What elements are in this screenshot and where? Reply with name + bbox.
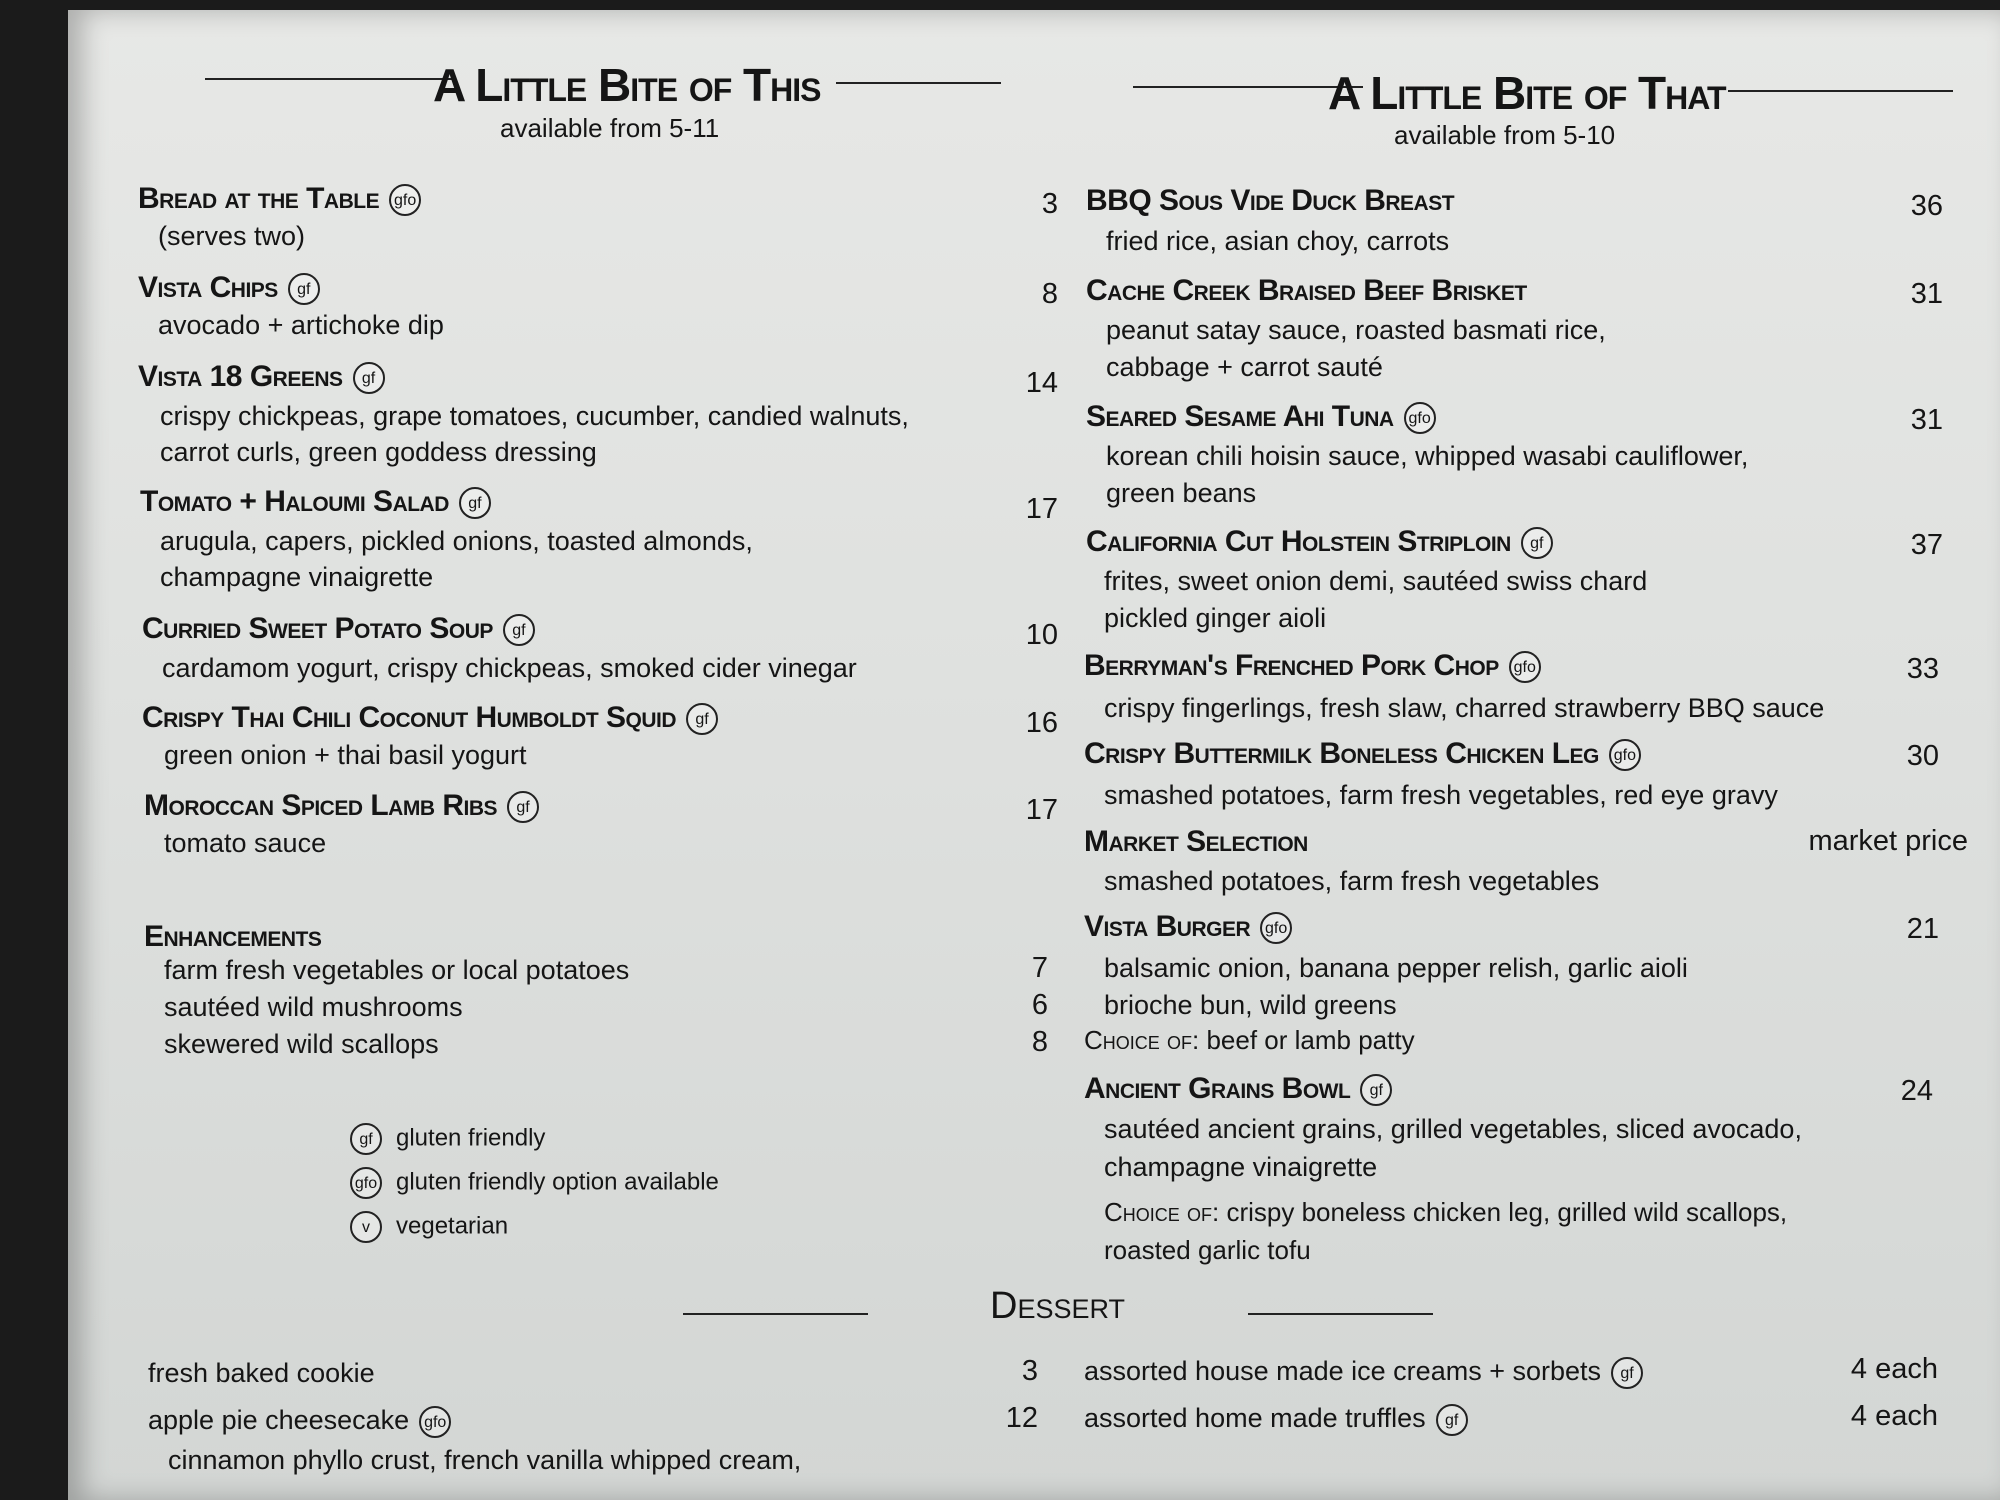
- menu-item-description: fried rice, asian choy, carrots: [1106, 226, 1450, 256]
- menu-item-name: Vista Chips gf: [138, 271, 320, 305]
- gfo-badge-icon: gfo: [1260, 912, 1292, 944]
- menu-item-price: 30: [1906, 740, 1939, 772]
- gf-badge-icon: gf: [1521, 527, 1553, 559]
- left-title-rule-left: [205, 78, 455, 80]
- menu-item-description: smashed potatoes, farm fresh vegetables: [1104, 866, 1600, 896]
- menu-item-name: Cache Creek Braised Beef Brisket: [1086, 274, 1527, 307]
- dessert-item-description: cinnamon phyllo crust, french vanilla whipped cream,: [168, 1445, 802, 1475]
- menu-item-description: avocado + artichoke dip: [158, 310, 444, 340]
- gfo-badge-icon: gfo: [1609, 739, 1641, 771]
- menu-item-description: tomato sauce: [164, 828, 327, 858]
- dessert-item-price: 12: [1005, 1402, 1038, 1434]
- left-title-rule-right: [836, 82, 1001, 84]
- gf-badge-icon: gf: [288, 273, 320, 305]
- menu-item-price: 31: [1910, 404, 1943, 436]
- burger-choice: Choice of: beef or lamb patty: [1084, 1025, 1415, 1055]
- legend-item: gf gluten friendly: [350, 1123, 545, 1155]
- menu-item-description: brioche bun, wild greens: [1104, 990, 1397, 1020]
- menu-item-name: Curried Sweet Potato Soup gf: [142, 612, 535, 646]
- gfo-badge-icon: gfo: [419, 1406, 451, 1438]
- gf-badge-icon: gf: [353, 362, 385, 394]
- menu-item-price: 10: [1025, 619, 1058, 651]
- enhancement-price: 7: [1031, 952, 1048, 984]
- enhancement-item: sautéed wild mushrooms: [164, 992, 463, 1022]
- enhancement-price: 6: [1031, 989, 1048, 1021]
- dessert-item-name: assorted home made truffles gf: [1084, 1400, 1468, 1437]
- menu-item-price: market price: [1808, 825, 1968, 857]
- gf-badge-icon: gf: [459, 487, 491, 519]
- menu-item-description: carrot curls, green goddess dressing: [160, 437, 597, 467]
- menu-item-price: 36: [1910, 190, 1943, 222]
- gfo-badge-icon: gfo: [389, 184, 421, 216]
- menu-item-description: pickled ginger aioli: [1104, 603, 1327, 633]
- menu-item-description: arugula, capers, pickled onions, toasted almonds,: [160, 526, 753, 556]
- gf-badge-icon: gf: [1436, 1404, 1468, 1436]
- left-section-title: A Little Bite of This: [433, 59, 821, 111]
- enhancement-price: 8: [1031, 1026, 1048, 1058]
- menu-item-price: 31: [1910, 278, 1943, 310]
- menu-item-description: green onion + thai basil yogurt: [164, 740, 527, 770]
- dessert-item-name: fresh baked cookie: [148, 1358, 375, 1388]
- dessert-item-price: 4 each: [1850, 1353, 1938, 1385]
- menu-item-name: California Cut Holstein Striploin gf: [1086, 525, 1553, 559]
- menu-item-price: 14: [1025, 367, 1058, 399]
- menu-item-name: Bread at the Table gfo: [138, 182, 421, 216]
- dessert-item-price: 3: [1021, 1355, 1038, 1387]
- menu-item-description: crispy fingerlings, fresh slaw, charred strawberry BBQ sauce: [1104, 693, 1825, 723]
- menu-item-price: 37: [1910, 529, 1943, 561]
- menu-item-name: Moroccan Spiced Lamb Ribs gf: [144, 789, 539, 823]
- menu-item-description: cabbage + carrot sauté: [1106, 352, 1383, 382]
- gfo-badge-icon: gfo: [1509, 651, 1541, 683]
- menu-page: [68, 10, 2000, 1500]
- menu-item-description: green beans: [1106, 478, 1257, 508]
- gfo-badge-icon: gfo: [350, 1167, 382, 1199]
- menu-item-price: 33: [1906, 653, 1939, 685]
- enhancement-item: farm fresh vegetables or local potatoes: [164, 955, 630, 985]
- bowl-choice: Choice of: crispy boneless chicken leg, grilled wild scallops,: [1104, 1197, 1788, 1227]
- gf-badge-icon: gf: [507, 791, 539, 823]
- enhancements-title: Enhancements: [144, 920, 322, 953]
- dessert-item-name: apple pie cheesecake gfo: [148, 1402, 451, 1439]
- menu-item-name: Crispy Thai Chili Coconut Humboldt Squid gf: [142, 701, 718, 735]
- menu-item-description: frites, sweet onion demi, sautéed swiss chard: [1104, 566, 1648, 596]
- right-title-rule-right: [1728, 90, 1953, 92]
- right-availability: available from 5-10: [1394, 120, 1616, 150]
- menu-item-name: Tomato + Haloumi Salad gf: [140, 485, 491, 519]
- gf-badge-icon: gf: [350, 1123, 382, 1155]
- legend-item: gfo gluten friendly option available: [350, 1167, 719, 1199]
- legend-item: v vegetarian: [350, 1211, 508, 1243]
- gf-badge-icon: gf: [503, 614, 535, 646]
- menu-item-description: peanut satay sauce, roasted basmati rice,: [1106, 315, 1606, 345]
- menu-item-price: 16: [1025, 707, 1058, 739]
- dessert-title: Dessert: [990, 1285, 1125, 1327]
- dessert-item-name: assorted house made ice creams + sorbets gf: [1084, 1353, 1643, 1390]
- menu-item-description: champagne vinaigrette: [160, 562, 434, 592]
- gfo-badge-icon: gfo: [1404, 402, 1436, 434]
- menu-item-description: sautéed ancient grains, grilled vegetables, sliced avocado,: [1104, 1114, 1802, 1144]
- menu-item-price: 17: [1025, 794, 1058, 826]
- menu-item-description: korean chili hoisin sauce, whipped wasabi cauliflower,: [1106, 441, 1749, 471]
- enhancement-item: skewered wild scallops: [164, 1029, 439, 1059]
- menu-item-description: smashed potatoes, farm fresh vegetables, red eye gravy: [1104, 780, 1778, 810]
- menu-item-description: balsamic onion, banana pepper relish, garlic aioli: [1104, 953, 1688, 983]
- gf-badge-icon: gf: [1360, 1074, 1392, 1106]
- menu-item-name: BBQ Sous Vide Duck Breast: [1086, 184, 1455, 217]
- menu-item-description: cardamom yogurt, crispy chickpeas, smoked cider vinegar: [162, 653, 857, 683]
- menu-item-price: 17: [1025, 493, 1058, 525]
- menu-item-price: 3: [1041, 188, 1058, 220]
- gf-badge-icon: gf: [1611, 1357, 1643, 1389]
- menu-item-name: Berryman's Frenched Pork Chop gfo: [1084, 649, 1541, 683]
- menu-item-description: crispy chickpeas, grape tomatoes, cucumber, candied walnuts,: [160, 401, 909, 431]
- vegetarian-badge-icon: v: [350, 1211, 382, 1243]
- dessert-item-price: 4 each: [1850, 1400, 1938, 1432]
- menu-item-price: 8: [1041, 278, 1058, 310]
- menu-item-name: Market Selection: [1084, 825, 1308, 858]
- gf-badge-icon: gf: [686, 703, 718, 735]
- menu-item-name: Vista 18 Greens gf: [138, 360, 385, 394]
- menu-item-name: Crispy Buttermilk Boneless Chicken Leg gfo: [1084, 737, 1641, 771]
- dessert-rule-left: [683, 1313, 868, 1315]
- menu-item-name: Seared Sesame Ahi Tuna gfo: [1086, 400, 1436, 434]
- left-availability: available from 5-11: [500, 113, 720, 143]
- menu-item-price: 21: [1906, 913, 1939, 945]
- dessert-rule-right: [1248, 1313, 1433, 1315]
- menu-item-description: champagne vinaigrette: [1104, 1152, 1378, 1182]
- right-section-title: A Little Bite of That: [1328, 67, 1726, 119]
- menu-item-name: Vista Burger gfo: [1084, 910, 1292, 944]
- bowl-choice-line2: roasted garlic tofu: [1104, 1235, 1311, 1265]
- menu-item-name: Ancient Grains Bowl gf: [1084, 1072, 1392, 1106]
- menu-item-price: 24: [1900, 1075, 1933, 1107]
- menu-item-description: (serves two): [158, 221, 306, 251]
